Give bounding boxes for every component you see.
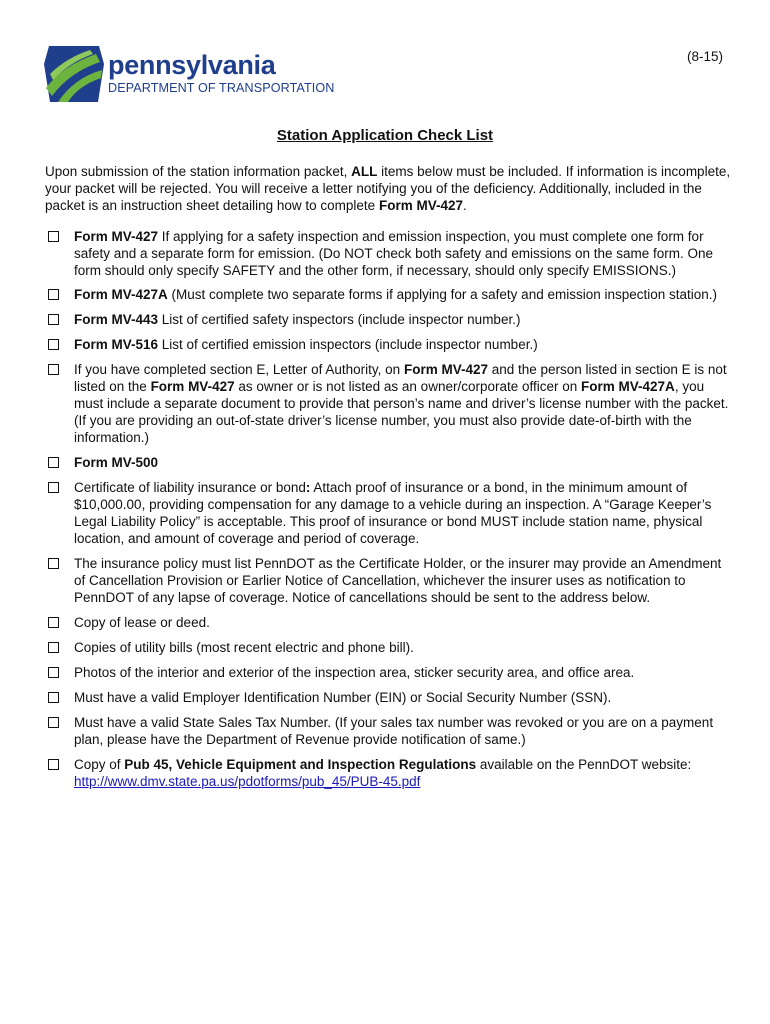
checklist-item-utility-bills	[45, 639, 735, 656]
item-text: List of certified emission inspectors (include inspector number.)	[158, 337, 538, 352]
checkbox[interactable]	[48, 231, 59, 242]
checklist-item-ein	[45, 689, 735, 706]
item-text: The insurance policy must list PennDOT as the Certificate Holder, or the insurer may provide an Amendment of Cancellation Provision or Earlier Notice of Cancellation, whichever the insurer uses as notification to PennDOT of any lapse of coverage. Notice of cancellations should be sent to the address below.	[74, 556, 722, 605]
item-bold: Form MV-500	[74, 455, 159, 470]
item-text: List of certified safety inspectors (include inspector number.)	[158, 312, 521, 327]
item-bold: :	[305, 480, 311, 495]
checklist-item-liability-insurance	[45, 479, 735, 547]
checklist-item-mv500	[45, 454, 735, 471]
item-text: as owner or is not listed as an owner/corporate officer on	[234, 379, 582, 394]
checkbox[interactable]	[48, 482, 59, 493]
item-bold: Form MV-443	[74, 312, 159, 327]
checklist-item-mv427	[45, 228, 735, 279]
intro-text: items below must be included. If information is incomplete, your packet will be rejected. You will receive a letter notifying you of the deficiency. Additionally, included in the packet is an instruction sheet detailing how to complete	[45, 164, 731, 213]
page-title: Station Application Check List	[276, 127, 494, 144]
checkbox[interactable]	[48, 667, 59, 678]
item-text: If applying for a safety inspection and emission inspection, you must complete one form for safety and a separate form for emission. (Do NOT check both safety and emissions on the same form. One form should only specify SAFETY and the other form, if necessary, should only specify EMISSIONS.)	[74, 229, 714, 278]
item-text: (Must complete two separate forms if applying for a safety and emission inspection station.)	[167, 287, 718, 302]
item-bold: Form MV-427A	[581, 379, 675, 394]
item-bold: Form MV-427	[74, 229, 159, 244]
checklist-item-pub45	[45, 756, 735, 790]
item-text: Photos of the interior and exterior of the inspection area, sticker security area, and office area.	[74, 665, 635, 680]
checklist-item-letter-of-authority	[45, 361, 735, 446]
intro-bold: ALL	[351, 164, 378, 179]
item-text: Must have a valid State Sales Tax Number. (If your sales tax number was revoked or you are on a payment plan, please have the Department of Revenue provide notification of same.)	[74, 715, 714, 747]
pub45-link[interactable]: http://www.dmv.state.pa.us/pdotforms/pub_45/PUB-45.pdf	[74, 774, 421, 789]
logo-wordmark: pennsylvania	[108, 50, 276, 80]
item-text: available on the PennDOT website:	[476, 757, 692, 772]
checklist-item-mv516	[45, 336, 735, 353]
keystone-logo-icon	[44, 44, 104, 102]
checkbox[interactable]	[48, 617, 59, 628]
checkbox[interactable]	[48, 339, 59, 350]
intro-text: .	[462, 198, 467, 213]
checkbox[interactable]	[48, 717, 59, 728]
item-bold: Form MV-427	[150, 379, 235, 394]
checkbox[interactable]	[48, 289, 59, 300]
item-text: Copies of utility bills (most recent electric and phone bill).	[74, 640, 414, 655]
checkbox[interactable]	[48, 314, 59, 325]
checkbox[interactable]	[48, 692, 59, 703]
item-text: Copy of lease or deed.	[74, 615, 210, 630]
checkbox[interactable]	[48, 642, 59, 653]
checklist-item-photos	[45, 664, 735, 681]
form-revision: (8-15)	[686, 49, 723, 64]
item-text: Certificate of liability insurance or bond	[74, 480, 306, 495]
checkbox[interactable]	[48, 759, 59, 770]
item-bold: Form MV-516	[74, 337, 159, 352]
checklist-item-mv427a	[45, 286, 735, 303]
item-bold: Form MV-427	[403, 362, 488, 377]
item-text: Must have a valid Employer Identification Number (EIN) or Social Security Number (SSN).	[74, 690, 612, 705]
item-text: and the person listed in section E is not listed on the	[74, 362, 727, 394]
checklist-item-insurance-policy	[45, 555, 735, 606]
item-bold: Pub 45, Vehicle Equipment and Inspection Regulations	[124, 757, 477, 772]
checklist-item-lease	[45, 614, 735, 631]
checkbox[interactable]	[48, 558, 59, 569]
intro-paragraph	[45, 163, 731, 214]
intro-text: Upon submission of the station information packet,	[45, 164, 352, 179]
checklist-item-sales-tax	[45, 714, 735, 748]
logo-department: DEPARTMENT OF TRANSPORTATION	[108, 81, 335, 95]
item-text: If you have completed section E, Letter of Authority, on	[74, 362, 404, 377]
checklist-item-mv443	[45, 311, 735, 328]
checklist	[45, 228, 735, 790]
checkbox[interactable]	[48, 364, 59, 375]
checkbox[interactable]	[48, 457, 59, 468]
item-text: Copy of	[74, 757, 125, 772]
intro-bold: Form MV-427	[378, 198, 463, 213]
item-text: Attach proof of insurance or a bond, in the minimum amount of $10,000.00, providing compensation for any damage to a vehicle during an inspection. A “Garage Keeper’s Legal Liability Policy” is acceptable. This proof of insurance or bond MUST include station name, physical location, and amount of coverage and period of coverage.	[74, 480, 712, 546]
item-bold: Form MV-427A	[74, 287, 168, 302]
item-text: , you must include a separate document to provide that person’s name and driver’s license number with the packet. (If you are providing an out-of-state driver’s license number, you must also provide date-of-birth with the information.)	[74, 379, 729, 445]
penndot-logo	[44, 44, 334, 102]
